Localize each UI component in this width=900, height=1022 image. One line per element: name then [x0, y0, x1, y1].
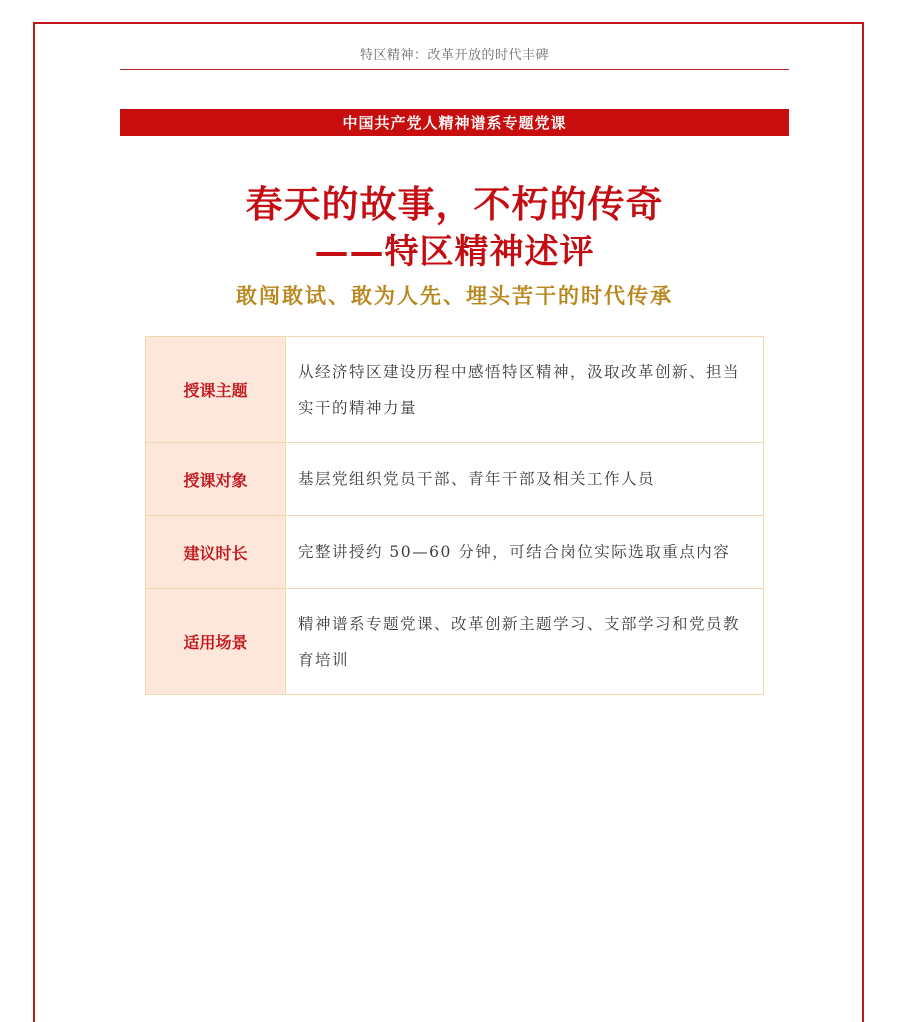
main-title: 春天的故事，不朽的传奇: [245, 182, 664, 226]
main-subtitle-line: ——特区精神述评: [314, 232, 595, 272]
course-info-table: [145, 336, 764, 695]
row-value-scenario: 精神谱系专题党课、改革创新主题学习、支部学习和党员教育培训: [286, 589, 764, 695]
tagline: 敢闯敢试、敢为人先、埋头苦干的时代传承: [236, 283, 673, 308]
course-banner: 中国共产党人精神谱系专题党课: [120, 109, 789, 136]
row-label-scenario: 适用场景: [146, 589, 286, 695]
row-value-topic: 从经济特区建设历程中感悟特区精神，汲取改革创新、担当实干的精神力量: [286, 337, 764, 443]
header-rule: [120, 69, 789, 70]
row-label-audience: 授课对象: [146, 443, 286, 516]
running-header: 特区精神：改革开放的时代丰碑: [359, 48, 549, 63]
table-row: [146, 589, 764, 695]
row-label-topic: 授课主题: [146, 337, 286, 443]
table-row: [146, 443, 764, 516]
table-row: [146, 337, 764, 443]
table-row: [146, 516, 764, 589]
row-label-duration: 建议时长: [146, 516, 286, 589]
row-value-duration: 完整讲授约 50—60 分钟，可结合岗位实际选取重点内容: [286, 516, 764, 589]
row-value-audience: 基层党组织党员干部、青年干部及相关工作人员: [286, 443, 764, 516]
